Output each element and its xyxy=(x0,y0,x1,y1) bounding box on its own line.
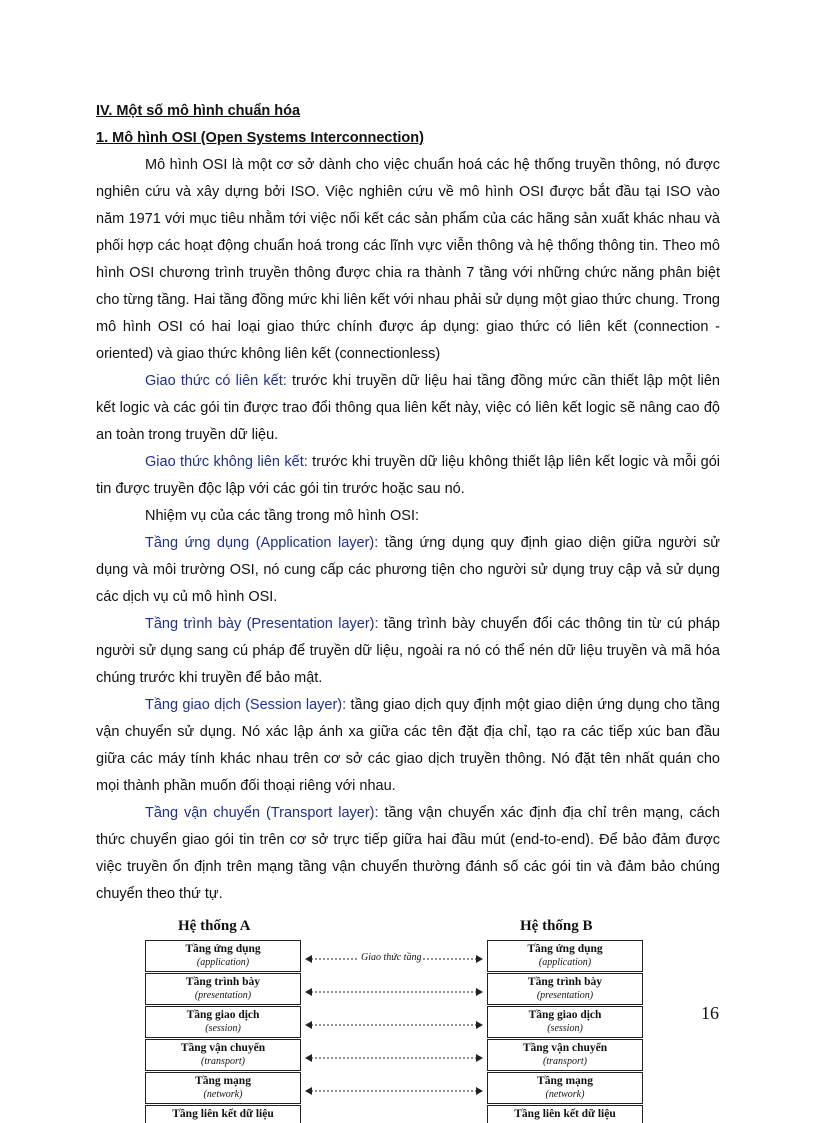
paragraph xyxy=(96,611,720,692)
system-a-stack xyxy=(145,940,301,1123)
layer-en: (session) xyxy=(205,1023,241,1034)
layer-name: Tầng liên kết dữ liệu xyxy=(514,1108,616,1120)
layer-box xyxy=(487,1039,643,1071)
layer-box xyxy=(487,973,643,1005)
subsection-title: 1. Mô hình OSI (Open Systems Interconnection) xyxy=(96,130,424,146)
body-text xyxy=(96,152,720,908)
layer-box xyxy=(145,940,301,972)
term: Tầng trình bày (Presentation layer): xyxy=(145,616,379,632)
layer-en: (presentation) xyxy=(536,990,594,1001)
layer-box xyxy=(487,1105,643,1123)
term: Giao thức không liên kết: xyxy=(145,454,308,470)
protocol-label: Giao thức tầng xyxy=(361,952,422,963)
term-text: tầng trình bày chuyển đổi các thông tin từ cú pháp người sử dụng sang cú pháp để truyền dữ liệu, ngoài ra nó có thể nén dữ liệu truyền và mã hóa chúng trước khi truyền để bảo mật. xyxy=(96,616,720,686)
osi-diagram xyxy=(140,914,650,1123)
layer-en: (transport) xyxy=(543,1056,587,1067)
layer-name: Tầng liên kết dữ liệu xyxy=(172,1108,274,1120)
layer-name: Tầng giao dịch xyxy=(186,1009,260,1021)
paragraph xyxy=(96,449,720,503)
layer-box xyxy=(145,973,301,1005)
layer-name: Tầng vận chuyển xyxy=(522,1042,608,1054)
layer-name: Tầng mạng xyxy=(537,1075,593,1087)
paragraph xyxy=(96,368,720,449)
protocol-arrow xyxy=(305,1085,483,1097)
layer-name: Tầng trình bày xyxy=(185,976,261,988)
term-text: tầng giao dịch quy định một giao diện ứng dụng cho tầng vận chuyển sử dụng. Nó xác lập ánh xa giữa các tên đặt địa chỉ, tạo ra các tiếp xúc ban đầu giữa các máy tính khác nhau trên cơ sở các giao dịch truyền thông. Nó đặt tên nhất quán cho mọi thành phần muốn đối thoại riêng với nhau. xyxy=(96,697,720,794)
layer-box xyxy=(145,1006,301,1038)
system-b-stack xyxy=(487,940,643,1123)
paragraph xyxy=(96,530,720,611)
section-title: IV. Một số mô hình chuẩn hóa xyxy=(96,103,301,119)
layer-en: (network) xyxy=(203,1089,243,1100)
protocol-arrow xyxy=(305,1019,483,1031)
layer-box xyxy=(145,1072,301,1104)
paragraph xyxy=(96,692,720,800)
layer-name: Tầng trình bày xyxy=(527,976,603,988)
layer-box xyxy=(145,1105,301,1123)
layer-en: (presentation) xyxy=(194,990,252,1001)
layer-en: (session) xyxy=(547,1023,583,1034)
layer-en: (application) xyxy=(538,957,592,968)
paragraph: Mô hình OSI là một cơ sở dành cho việc chuẩn hoá các hệ thống truyền thông, nó được nghiên cứu và xây dựng bởi ISO. Việc nghiên cứu về mô hình OSI được bắt đầu tại ISO vào năm 1971 với mục tiêu nhằm tới việc nối kết các sản phẩm của các hãng sản xuất khác nhau và phối hợp các hoạt động chuẩn hoá trong các lĩnh vực viễn thông và hệ thống thông tin. Theo mô hình OSI chương trình truyền thông được chia ra thành 7 tầng với những chức năng phân biệt cho từng tầng. Hai tầng đồng mức khi liên kết với nhau phải sử dụng một giao thức chung. Trong mô hình OSI có hai loại giao thức chính được áp dụng: giao thức có liên kết (connection - oriented) và giao thức không liên kết (connectionless) xyxy=(96,157,720,362)
layer-en: (transport) xyxy=(201,1056,245,1067)
layer-box xyxy=(145,1039,301,1071)
term-text: trước khi truyền dữ liệu không thiết lập liên kết logic và mỗi gói tin được truyền độc lập với các gói tin trước hoặc sau nó. xyxy=(96,454,720,497)
layer-name: Tầng mạng xyxy=(195,1075,251,1087)
layer-box xyxy=(487,1006,643,1038)
paragraph: Nhiệm vụ của các tầng trong mô hình OSI: xyxy=(145,508,420,524)
term-text: trước khi truyền dữ liệu hai tầng đồng mức cần thiết lập một liên kết logic và các gói tin được trao đổi thông qua liên kết này, việc có liên kết logic sẽ nâng cao độ an toàn trong truyền dữ liệu. xyxy=(96,373,720,443)
layer-box xyxy=(487,940,643,972)
layer-name: Tầng ứng dụng xyxy=(185,943,261,955)
layer-en: (application) xyxy=(196,957,250,968)
protocol-arrow xyxy=(305,1052,483,1064)
protocol-arrow xyxy=(305,986,483,998)
layer-name: Tầng giao dịch xyxy=(528,1009,602,1021)
layer-name: Tầng ứng dụng xyxy=(527,943,603,955)
term: Tầng ứng dụng (Application layer): xyxy=(145,535,379,551)
term-text: tầng ứng dụng quy định giao diện giữa người sử dụng và môi trường OSI, nó cung cấp các phương tiện cho người sử dụng truy cập vả sử dụng các dịch vụ củ mô hình OSI. xyxy=(96,535,720,605)
layer-en: (network) xyxy=(545,1089,585,1100)
term: Giao thức có liên kết: xyxy=(145,373,287,389)
term: Tầng giao dịch (Session layer): xyxy=(145,697,347,713)
paragraph xyxy=(96,800,720,908)
term: Tầng vận chuyển (Transport layer): xyxy=(145,805,379,821)
layer-box xyxy=(487,1072,643,1104)
system-a-title: Hệ thống A xyxy=(178,918,251,934)
layer-name: Tầng vận chuyển xyxy=(180,1042,266,1054)
term-text: tầng vận chuyển xác định địa chỉ trên mạng, cách thức chuyển giao gói tin trên cơ sở trực tiếp giữa hai đầu mút (end-to-end). Để bảo đảm được việc truyền ổn định trên mạng tầng vận chuyển thường đánh số các gói tin và đảm bảo chúng chuyển theo thứ tự. xyxy=(96,805,720,902)
system-b-title: Hệ thống B xyxy=(520,918,593,934)
page-number: 16 xyxy=(701,1003,719,1023)
